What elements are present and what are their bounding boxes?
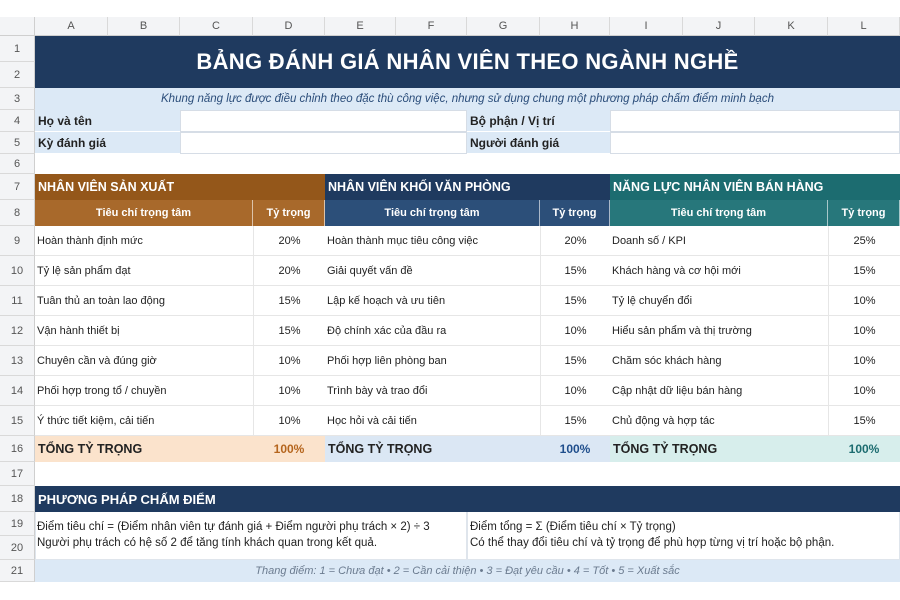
select-all-corner[interactable]	[0, 17, 35, 36]
row-header-8[interactable]: 8	[0, 200, 35, 226]
row-header-3[interactable]: 3	[0, 88, 35, 110]
row-header-11[interactable]: 11	[0, 286, 35, 316]
row-header-18[interactable]: 18	[0, 486, 35, 512]
weight-production-2[interactable]: 20%	[253, 256, 325, 286]
weight-production-1[interactable]: 20%	[253, 226, 325, 256]
weight-sales-6[interactable]: 10%	[828, 376, 900, 406]
page-title: BẢNG ĐÁNH GIÁ NHÂN VIÊN THEO NGÀNH NGHỀ	[35, 36, 900, 88]
column-header-b[interactable]: B	[108, 17, 180, 36]
row-header-1[interactable]: 1	[0, 36, 35, 62]
criteria-production-6[interactable]: Phối hợp trong tổ / chuyền	[35, 376, 253, 406]
row-header-4[interactable]: 4	[0, 110, 35, 132]
section-title-office: NHÂN VIÊN KHỐI VĂN PHÒNG	[325, 174, 610, 200]
criteria-office-3[interactable]: Lập kế hoạch và ưu tiên	[325, 286, 540, 316]
name-input[interactable]	[180, 110, 467, 132]
row-header-13[interactable]: 13	[0, 346, 35, 376]
name-label: Họ và tên	[35, 110, 180, 132]
criteria-sales-4[interactable]: Hiểu sản phẩm và thị trường	[610, 316, 828, 346]
weight-sales-5[interactable]: 10%	[828, 346, 900, 376]
dept-label: Bộ phận / Vị trí	[467, 110, 610, 132]
criteria-production-2[interactable]: Tỷ lệ sản phẩm đạt	[35, 256, 253, 286]
row-header-2[interactable]: 2	[0, 62, 35, 88]
criteria-office-6[interactable]: Trình bày và trao đổi	[325, 376, 540, 406]
row-header-15[interactable]: 15	[0, 406, 35, 436]
criteria-office-4[interactable]: Độ chính xác của đầu ra	[325, 316, 540, 346]
column-criteria-production: Tiêu chí trọng tâm	[35, 200, 253, 226]
column-header-j[interactable]: J	[683, 17, 755, 36]
section-title-production: NHÂN VIÊN SẢN XUẤT	[35, 174, 325, 200]
weight-office-4[interactable]: 10%	[540, 316, 610, 346]
column-header-e[interactable]: E	[325, 17, 396, 36]
column-criteria-office: Tiêu chí trọng tâm	[325, 200, 540, 226]
row-header-21[interactable]: 21	[0, 560, 35, 582]
criteria-office-5[interactable]: Phối hợp liên phòng ban	[325, 346, 540, 376]
criteria-sales-2[interactable]: Khách hàng và cơ hội mới	[610, 256, 828, 286]
criteria-office-7[interactable]: Học hỏi và cải tiến	[325, 406, 540, 436]
page-subtitle: Khung năng lực được điều chỉnh theo đặc thù công việc, nhưng sử dụng chung một phương pháp chấm điểm minh bạch	[35, 88, 900, 110]
row-header-19[interactable]: 19	[0, 512, 35, 536]
period-input[interactable]	[180, 132, 467, 154]
method-note-right: Có thể thay đổi tiêu chí và tỷ trọng để phù hợp từng vị trí hoặc bộ phận.	[470, 537, 835, 549]
weight-sales-1[interactable]: 25%	[828, 226, 900, 256]
weight-sales-4[interactable]: 10%	[828, 316, 900, 346]
criteria-office-2[interactable]: Giải quyết vấn đề	[325, 256, 540, 286]
criteria-office-1[interactable]: Hoàn thành mục tiêu công việc	[325, 226, 540, 256]
column-header-a[interactable]: A	[35, 17, 108, 36]
column-weight-office: Tỷ trọng	[540, 200, 610, 226]
row-header-16[interactable]: 16	[0, 436, 35, 462]
column-header-l[interactable]: L	[828, 17, 900, 36]
criteria-sales-7[interactable]: Chủ động và hợp tác	[610, 406, 828, 436]
total-value-sales: 100%	[828, 436, 900, 462]
score-scale: Thang điểm: 1 = Chưa đạt • 2 = Cần cải thiện • 3 = Đạt yêu cầu • 4 = Tốt • 5 = Xuất sắc	[35, 560, 900, 582]
column-weight-sales: Tỷ trọng	[828, 200, 900, 226]
row-header-7[interactable]: 7	[0, 174, 35, 200]
assessor-input[interactable]	[610, 132, 900, 154]
row-header-10[interactable]: 10	[0, 256, 35, 286]
criteria-sales-3[interactable]: Tỷ lệ chuyển đổi	[610, 286, 828, 316]
criteria-production-4[interactable]: Vận hành thiết bị	[35, 316, 253, 346]
criteria-sales-6[interactable]: Cập nhật dữ liệu bán hàng	[610, 376, 828, 406]
row-header-17[interactable]: 17	[0, 462, 35, 486]
criteria-production-3[interactable]: Tuân thủ an toàn lao động	[35, 286, 253, 316]
criteria-production-7[interactable]: Ý thức tiết kiệm, cải tiến	[35, 406, 253, 436]
assessor-label: Người đánh giá	[467, 132, 610, 154]
total-label-sales: TỔNG TỶ TRỌNG	[610, 436, 828, 462]
method-note-left: Người phụ trách có hệ số 2 để tăng tính khách quan trong kết quả.	[37, 537, 378, 549]
weight-production-4[interactable]: 15%	[253, 316, 325, 346]
weight-sales-2[interactable]: 15%	[828, 256, 900, 286]
total-value-office: 100%	[540, 436, 610, 462]
column-header-c[interactable]: C	[180, 17, 253, 36]
weight-production-5[interactable]: 10%	[253, 346, 325, 376]
weight-office-7[interactable]: 15%	[540, 406, 610, 436]
weight-sales-7[interactable]: 15%	[828, 406, 900, 436]
period-label: Kỳ đánh giá	[35, 132, 180, 154]
method-formula-left: Điểm tiêu chí = (Điểm nhân viên tự đánh giá + Điểm người phụ trách × 2) ÷ 3	[37, 521, 430, 533]
weight-office-3[interactable]: 15%	[540, 286, 610, 316]
criteria-sales-1[interactable]: Doanh số / KPI	[610, 226, 828, 256]
row-header-12[interactable]: 12	[0, 316, 35, 346]
weight-production-7[interactable]: 10%	[253, 406, 325, 436]
method-title: PHƯƠNG PHÁP CHẤM ĐIỂM	[35, 486, 900, 512]
row-header-20[interactable]: 20	[0, 536, 35, 560]
column-header-d[interactable]: D	[253, 17, 325, 36]
row-header-5[interactable]: 5	[0, 132, 35, 154]
dept-input[interactable]	[610, 110, 900, 132]
column-header-k[interactable]: K	[755, 17, 828, 36]
row-header-14[interactable]: 14	[0, 376, 35, 406]
column-criteria-sales: Tiêu chí trọng tâm	[610, 200, 828, 226]
weight-office-6[interactable]: 10%	[540, 376, 610, 406]
weight-sales-3[interactable]: 10%	[828, 286, 900, 316]
column-header-f[interactable]: F	[396, 17, 467, 36]
criteria-sales-5[interactable]: Chăm sóc khách hàng	[610, 346, 828, 376]
criteria-production-5[interactable]: Chuyên cần và đúng giờ	[35, 346, 253, 376]
total-label-production: TỔNG TỶ TRỌNG	[35, 436, 253, 462]
column-header-h[interactable]: H	[540, 17, 610, 36]
row-header-6[interactable]: 6	[0, 154, 35, 174]
total-label-office: TỔNG TỶ TRỌNG	[325, 436, 540, 462]
weight-production-6[interactable]: 10%	[253, 376, 325, 406]
weight-office-2[interactable]: 15%	[540, 256, 610, 286]
column-header-i[interactable]: I	[610, 17, 683, 36]
weight-office-1[interactable]: 20%	[540, 226, 610, 256]
row-header-9[interactable]: 9	[0, 226, 35, 256]
column-weight-production: Tỷ trọng	[253, 200, 325, 226]
criteria-production-1[interactable]: Hoàn thành định mức	[35, 226, 253, 256]
weight-production-3[interactable]: 15%	[253, 286, 325, 316]
section-title-sales: NĂNG LỰC NHÂN VIÊN BÁN HÀNG	[610, 174, 900, 200]
total-value-production: 100%	[253, 436, 325, 462]
method-formula-right: Điểm tổng = Σ (Điểm tiêu chí × Tỷ trọng)	[470, 521, 676, 533]
weight-office-5[interactable]: 15%	[540, 346, 610, 376]
column-header-g[interactable]: G	[467, 17, 540, 36]
